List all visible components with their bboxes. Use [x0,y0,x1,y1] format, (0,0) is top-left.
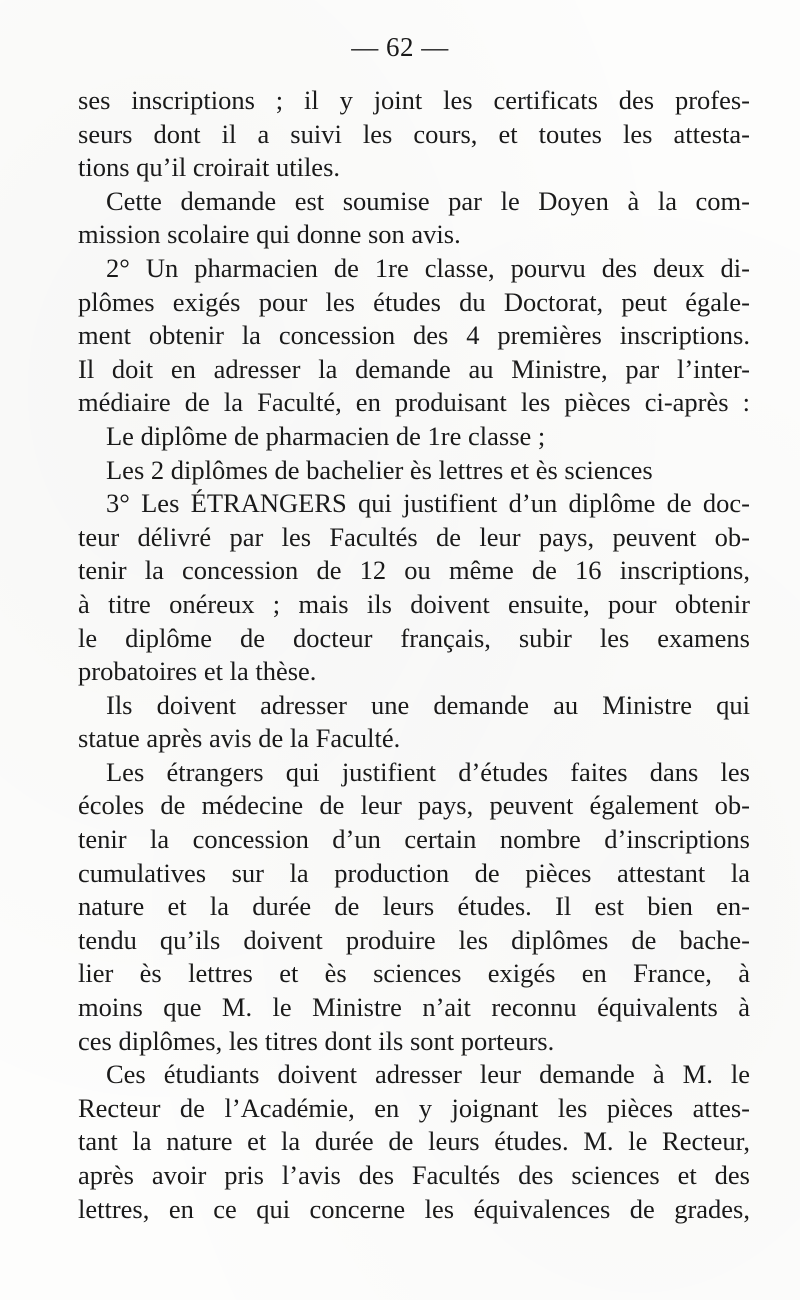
text-line: moins que M. le Ministre n’ait reconnu équivalents à [78,992,750,1023]
text-line: statue après avis de la Faculté. [78,723,401,754]
text-line: Les étrangers qui justifient d’études faites dans les [106,756,750,787]
text-line: Les 2 diplômes de bachelier ès lettres et ès sciences [106,454,653,485]
text-line: le diplôme de docteur français, subir les examens [78,622,750,653]
text-line: teur délivré par les Facultés de leur pays, peuvent ob- [78,521,750,552]
text-line: plômes exigés pour les études du Doctorat, peut égale- [78,286,750,317]
text-line: probatoires et la thèse. [78,656,317,687]
text-line: ces diplômes, les titres dont ils sont porteurs. [78,1025,555,1056]
text-line: seurs dont il a suivi les cours, et toutes les attesta- [78,118,750,149]
text-line: Le diplôme de pharmacien de 1re classe ; [106,420,546,451]
text-line: 3° Les ÉTRANGERS qui justifient d’un diplôme de doc- [106,488,750,519]
text-line: tions qu’il croirait utiles. [78,152,341,183]
text-line: ses inscriptions ; il y joint les certificats des profes- [78,85,750,115]
text-line: Ils doivent adresser une demande au Ministre qui [106,689,750,720]
page-number: — 62 — [351,32,449,62]
text-line: nature et la durée de leurs études. Il est bien en- [78,891,750,922]
text-line: Ces étudiants doivent adresser leur demande à M. le [106,1059,750,1090]
text-line: mission scolaire qui donne son avis. [78,219,461,250]
text-line: Cette demande est soumise par le Doyen à la com- [106,185,750,216]
text-line: tant la nature et la durée de leurs études. M. le Recteur, [78,1126,750,1157]
text-line: lier ès lettres et ès sciences exigés en France, à [78,958,750,989]
text-line: tenir la concession d’un certain nombre d’inscriptions [78,824,750,855]
text-line: lettres, en ce qui concerne les équivalences de grades, [78,1193,750,1224]
text-line: tendu qu’ils doivent produire les diplômes de bache- [78,924,750,955]
text-line: 2° Un pharmacien de 1re classe, pourvu des deux di- [106,252,750,283]
text-line: médiaire de la Faculté, en produisant les pièces ci-après : [78,387,750,418]
text-line: à titre onéreux ; mais ils doivent ensuite, pour obtenir [78,588,750,619]
text-line: ment obtenir la concession des 4 premières inscriptions. [78,320,750,351]
text-line: Il doit en adresser la demande au Ministre, par l’inter- [78,353,750,384]
text-line: après avoir pris l’avis des Facultés des sciences et des [78,1160,750,1190]
text-line: cumulatives sur la production de pièces attestant la [78,857,750,888]
text-line: Recteur de l’Académie, en y joignant les pièces attes- [78,1092,750,1123]
text-line: écoles de médecine de leur pays, peuvent également ob- [78,790,750,821]
text-line: tenir la concession de 12 ou même de 16 inscriptions, [78,555,750,586]
body-text [78,84,750,1226]
